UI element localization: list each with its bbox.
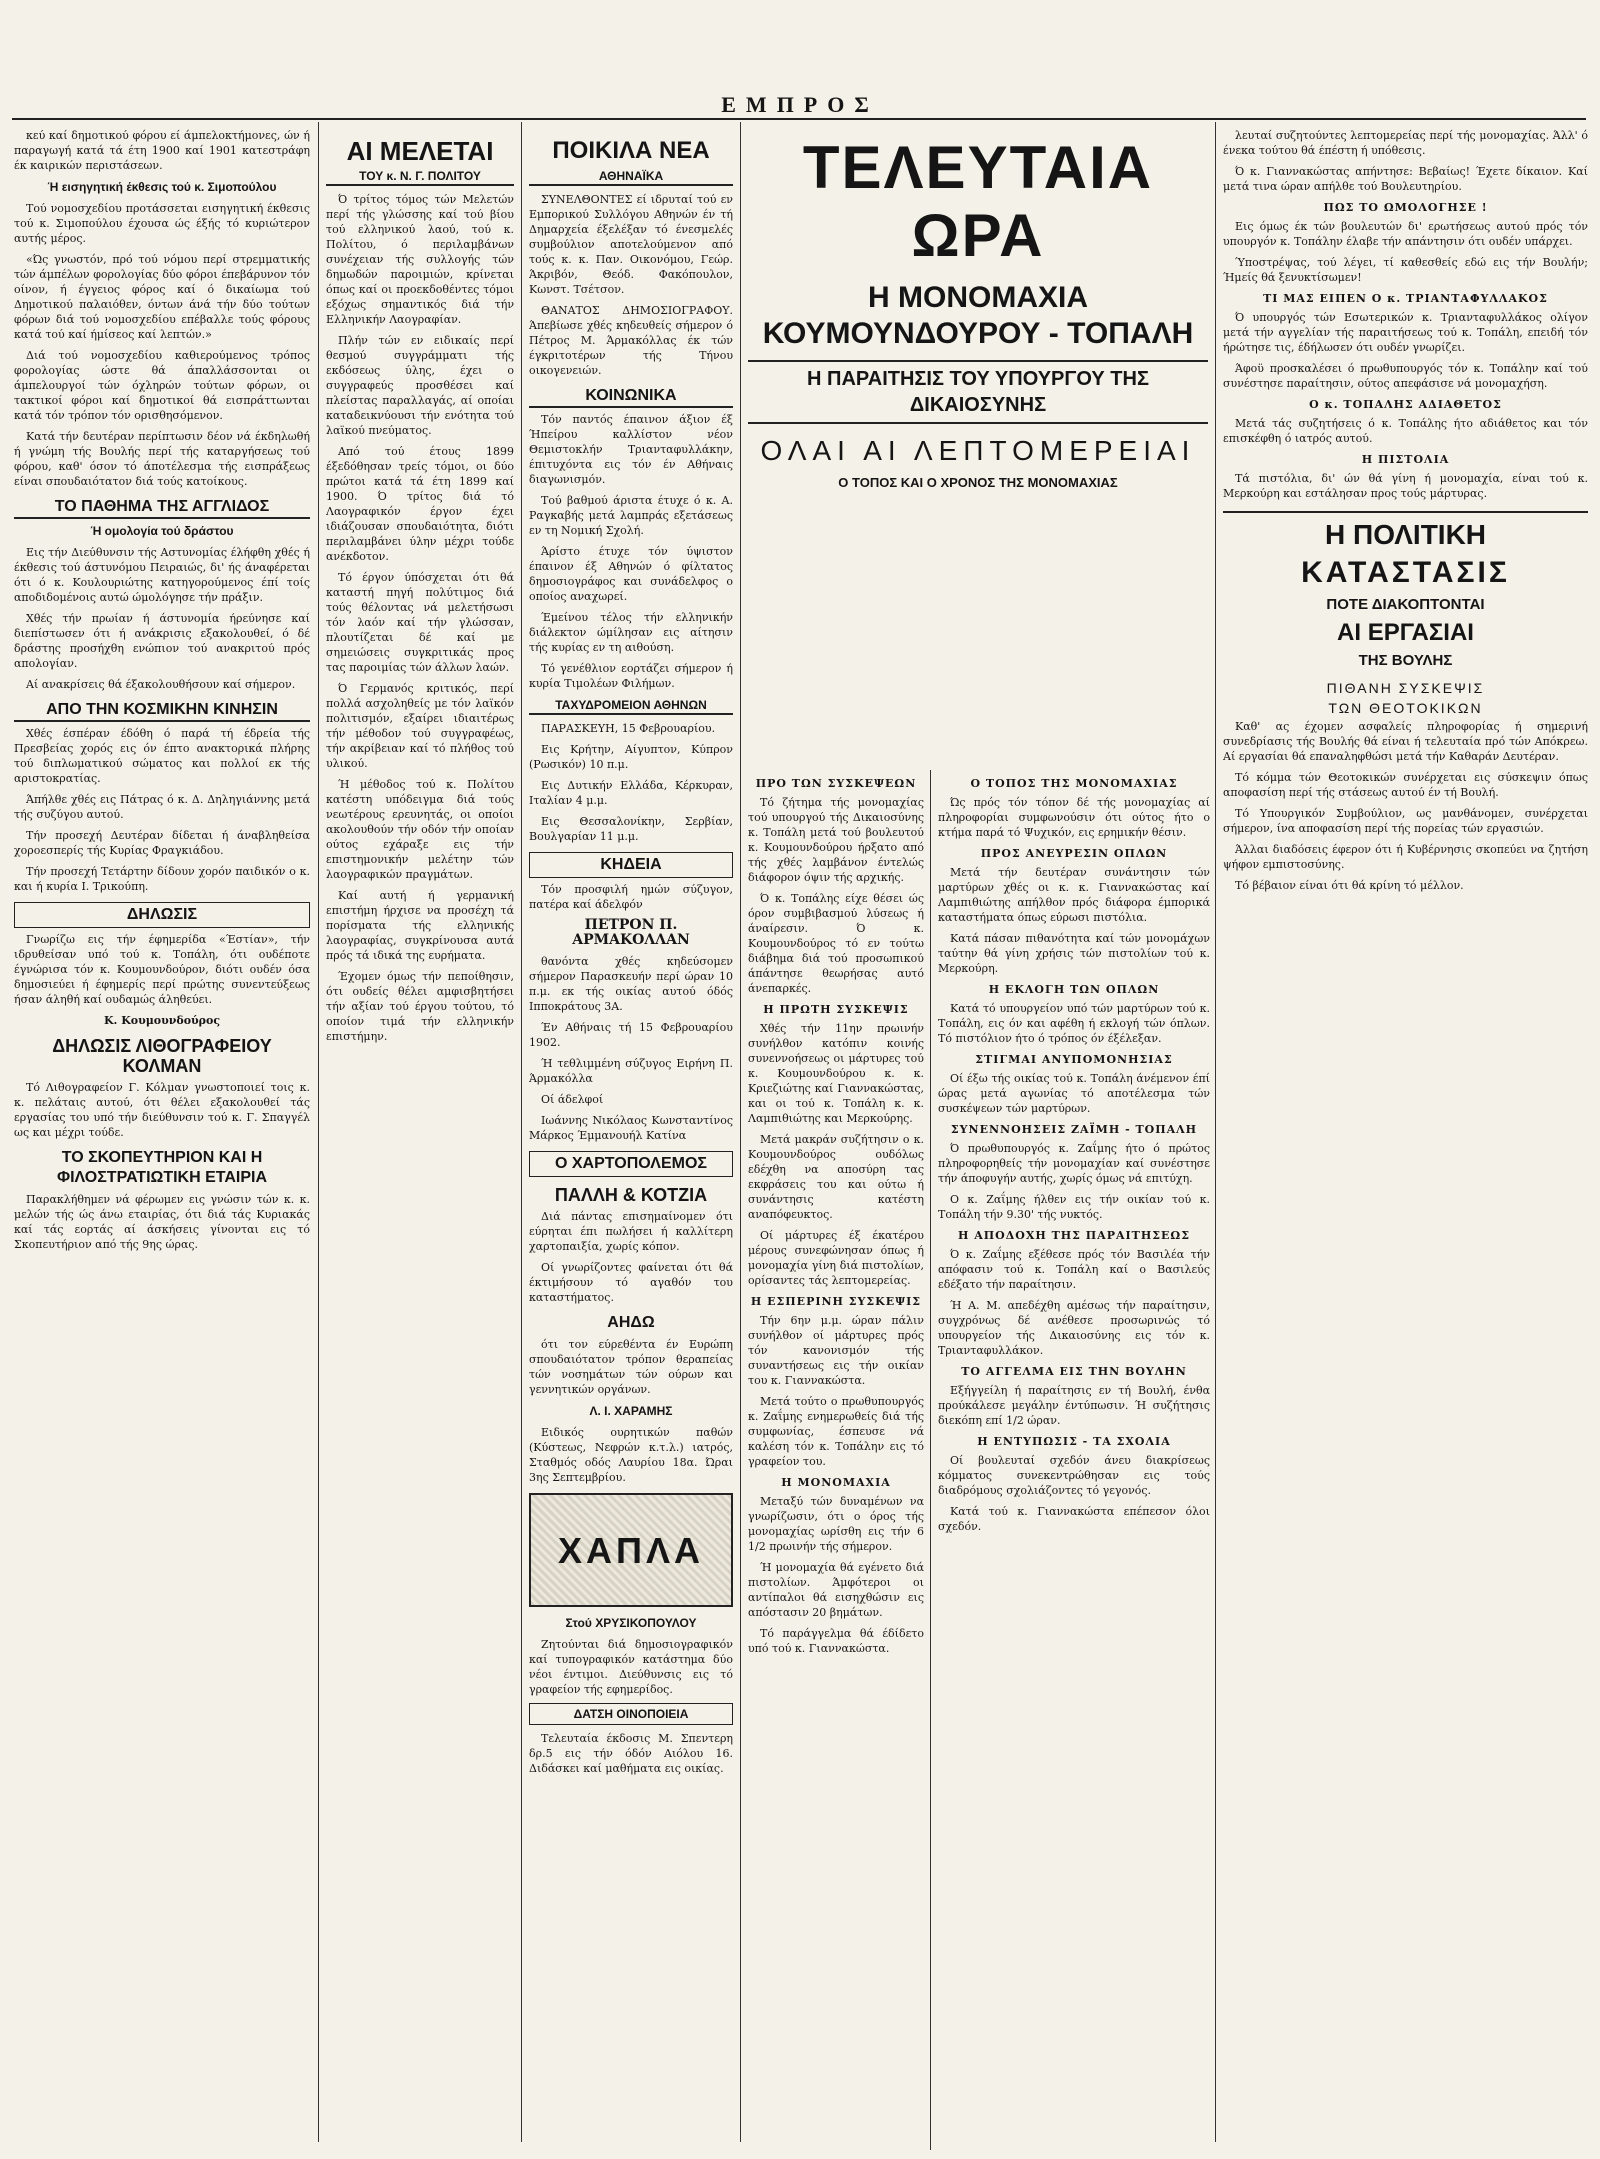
article-text: Τήν προσεχή Δευτέραν δίδεται ή άναβληθείσα χοροεσπερίς τής Κυρίας Φραγκιάδου. bbox=[14, 829, 310, 857]
article-text: Ό Γερμανός κριτικός, περί πολλά ασχοληθείς με τόν λαϊκόν πολιτισμόν, εξαίρει ιδιαιτέρως τήν μέθοδον τού συγγραφέως, τήν ακρίβειαν καί τό πλήθος τού υλικού. bbox=[326, 682, 514, 770]
article-text: Ώς πρός τόν τόπον δέ τής μονομαχίας αί πληροφορίαι συμφωνούσιν ότι ούτος ήτο ο κτήμα παρά τό Ψυχικόν, εις ερημικήν θέσιν. bbox=[938, 796, 1210, 839]
column-separator bbox=[740, 122, 741, 2142]
article-text: Ό κ. Τοπάλης είχε θέσει ώς όρον συμβιβασμού λύσεως ή άναίρεσιν. Ό κ. Κουμουνδούρος τό εν τούτω διάβημα διά τού προσωπικού άπάντησε θεωρήσας αυτό άνεπαρκές. bbox=[748, 892, 924, 995]
article-text: Τό γενέθλιον εορτάζει σήμερον ή κυρία Τιμολέων Φιλήμων. bbox=[529, 662, 733, 690]
article-text: Ή Α. Μ. απεδέχθη αμέσως τήν παραίτησιν, συγχρόνως δέ ανέθεσε προσωρινώς τό υπουργείον τής Δικαιοσύνης εις τόν κ. Τριανταφυλλάκον. bbox=[938, 1299, 1210, 1357]
advertisement-store: Στού ΧΡΥΣΙΚΟΠΟΥΛΟΥ bbox=[565, 1616, 697, 1630]
headline: ΚΑΤΑΣΤΑΣΙΣ bbox=[1301, 556, 1510, 589]
article-text: Ό πρωθυπουργός κ. Ζαΐμης ήτο ό πρώτος πληροφορηθείς τήν μονομαχίαν καί συνέστησε τήν άποφυγήν αυτής, χωρίς όμως νά επιτύχη. bbox=[938, 1142, 1210, 1185]
section-heading: Η ΑΠΟΔΟΧΗ ΤΗΣ ΠΑΡΑΙΤΗΣΕΩΣ bbox=[958, 1229, 1190, 1242]
article-text: λευταί συζητούντες λεπτομερείας περί τής μονομαχίας. Άλλ' ό ένεκα τούτου θά έπέστη ή υπόθεσις. bbox=[1223, 129, 1588, 157]
article-text: Οί έξω τής οικίας τού κ. Τοπάλη άνέμενον έπί ώρας μετά αγωνίας τό αποτέλεσμα τών συσκέψεων τών μαρτύρων. bbox=[938, 1072, 1210, 1115]
headline: ΤΟ ΠΑΘΗΜΑ ΤΗΣ ΑΓΓΛΙΔΟΣ bbox=[14, 497, 310, 519]
subheadline: ΑΙ ΕΡΓΑΣΙΑΙ bbox=[1337, 619, 1474, 646]
headline: ΚΟΙΝΩΝΙΚΑ bbox=[529, 386, 733, 408]
subheadline: ΠΑΛΛΗ & ΚΟΤΖΙΑ bbox=[554, 1185, 708, 1205]
article-text: Εις Κρήτην, Αίγυπτον, Κύπρον (Ρωσικόν) 10 π.μ. bbox=[529, 743, 733, 771]
article-text: Τήν 6ην μ.μ. ώραν πάλιν συνήλθον οί μάρτυρες πρός τόν κανονισμόν τής συναντήσεως εις τήν οικίαν του κ. Γιαννακώστα. bbox=[748, 1314, 924, 1387]
article-text: Ή τεθλιμμένη σύζυγος Ειρήνη Π. Άρμακόλλα bbox=[529, 1057, 733, 1085]
article-text: Τόν παντός έπαινον άξιον έξ Ήπείρου καλλίστον νέον Θεμιστοκλήν Τριανταφυλλάκην, έπιτυχόντα εις τόν έν Αθήναις διαγωνισμόν. bbox=[529, 413, 733, 486]
subheadline: ΤΩΝ ΘΕΟΤΟΚΙΚΩΝ bbox=[1328, 700, 1483, 716]
headline: ΔΗΛΩΣΙΣ ΛΙΘΟΓΡΑΦΕΙΟΥ ΚΟΛΜΑΝ bbox=[52, 1036, 272, 1076]
article-text: Τό βέβαιον είναι ότι θά κρίνη τό μέλλον. bbox=[1235, 879, 1464, 892]
article-text: Διά πάντας επισημαίνομεν ότι εύρηται έπι πωλήσει ή καλλίτερη χαρτοπαιξία, χωρίς κόπον. bbox=[529, 1210, 733, 1253]
article-text: ΣΥΝΕΛΘΟΝΤΕΣ εί ιδρυταί τού εν Εμπορικού Συλλόγου Αθηνών έν τή Δημαρχεία έξελέξαν τό ένεσμελές συμβούλιον αποτελούμενον από τούς κ. κ. Παν. Οικονόμου, Γεώρ. Άκριβόν, Θεόδ. Φακόπουλον, Κωνστ. Τσέτσον. bbox=[529, 193, 733, 296]
article-text: Τό παράγγελμα θά έδίδετο υπό τού κ. Γιαννακώστα. bbox=[748, 1627, 924, 1655]
masthead-rule bbox=[12, 118, 1586, 120]
subheadline: ΤΟΥ κ. Ν. Γ. ΠΟΛΙΤΟΥ bbox=[326, 168, 514, 186]
subheadline: ΑΘΗΝΑΪΚΑ bbox=[529, 168, 733, 186]
headline: Λ. Ι. ΧΑΡΑΜΗΣ bbox=[589, 1404, 673, 1418]
article-text: Από τού έτους 1899 έξεδόθησαν τρείς τόμοι, οι δύο πρώτοι κατά τά έτη 1899 καί 1900. Ό τρίτος διά τό Λαογραφικόν έργον έχει ιδιάζουσαν σπουδαιότητα, διότι περιλαμβάνει ύλην μέχρι τούδε ανέκδοτον. bbox=[326, 445, 514, 563]
lead-headline: ΤΕΛΕΥΤΑΙΑ ΩΡΑ bbox=[802, 134, 1154, 269]
article-text: Τό κόμμα τών Θεοτοκικών συνέρχεται εις σύσκεψιν όπως αποφασίση περί τής στάσεως αυτού έν τή Βουλή. bbox=[1223, 771, 1588, 799]
headline: ΚΗΔΕΙΑ bbox=[529, 852, 733, 878]
section-heading: Η ΕΚΛΟΓΗ ΤΩΝ ΟΠΛΩΝ bbox=[988, 983, 1160, 996]
article-text: Μετά τάς συζητήσεις ό κ. Τοπάλης ήτο αδιάθετος και τόν επισκέφθη ό ιατρός αυτού. bbox=[1223, 417, 1588, 445]
section-heading: ΣΥΝΕΝΝΟΗΣΕΙΣ ΖΑΪΜΗ - ΤΟΠΑΛΗ bbox=[950, 1123, 1198, 1136]
article-text: ΠΑΡΑΣΚΕΥΗ, 15 Φεβρουαρίου. bbox=[541, 722, 716, 735]
article-text: Ό υπουργός τών Εσωτερικών κ. Τριανταφυλλάκος ολίγον μετά τήν αγγελίαν τής παραιτήσεως τού κ. Τοπάλη, επειδή τόν ήρώτησε τις, έδήλωσεν ότι ουδέν γνωρίζει. bbox=[1223, 311, 1588, 354]
lead-headline-area bbox=[748, 128, 1208, 768]
article-text: Εις τήν Διεύθυνσιν τής Αστυνομίας έλήφθη χθές ή έκθεσις τού άστυνόμου Πειραιώς, δι' ής άναφέρεται ότι ό κ. Κουλουριώτης κατηγορούμενος έπί τοίς αποδιδομένοις αυτώ ώμολόγησε τήν πράξιν. bbox=[14, 546, 310, 604]
article-text: Χθές τήν 11ην πρωινήν συνήλθον κατόπιν κοινής συνεννοήσεως οι μάρτυρες τού κ. Κουμουνδούρου κ. κ. Κριεζιώτης καί Γιαννακώστας, και οι τού κ. Τοπάλη κ. κ. Λαμπιθιώτης και Μερκούρης. bbox=[748, 1022, 924, 1125]
article-text: Τού βαθμού άριστα έτυχε ό κ. Α. Ραγκαβής μετά λαμπράς εξετάσεως εν τη Νομική Σχολή. bbox=[529, 494, 733, 537]
column-separator bbox=[318, 122, 319, 2142]
article-text: Τό ζήτημα τής μονομαχίας τού υπουργού τής Δικαιοσύνης κ. Τοπάλη μετά τού βουλευτού κ. Κουμουνδούρου ήρξατο από τής χθές λαμβάνον έντελώς διάφορον όψιν τής αρχικής. bbox=[748, 796, 924, 884]
section-heading: ΤΟ ΑΓΓΕΛΜΑ ΕΙΣ ΤΗΝ ΒΟΥΛΗΝ bbox=[961, 1365, 1187, 1378]
article-text: Οί άδελφοί bbox=[541, 1093, 604, 1106]
article-text: Τού νομοσχεδίου προτάσσεται εισηγητική έκθεσις τού κ. Σιμοπούλου έχουσα ώς έξής τό κυριώτερον αυτής μέρος. bbox=[14, 202, 310, 245]
section-heading: Ο ΤΟΠΟΣ ΤΗΣ ΜΟΝΟΜΑΧΙΑΣ bbox=[970, 777, 1178, 790]
column-1 bbox=[14, 128, 310, 2148]
subheadline: ΠΙΘΑΝΗ ΣΥΣΚΕΨΙΣ bbox=[1326, 680, 1485, 696]
article-text: Τελευταία έκδοσις Μ. Σπεντερη δρ.5 εις τήν όδόν Αιόλου 16. Διδάσκει καί μαθήματα εις οικίας. bbox=[529, 1732, 733, 1775]
headline: Η ΠΟΛΙΤΙΚΗ bbox=[1223, 511, 1588, 551]
section-heading: ΤΙ ΜΑΣ ΕΙΠΕΝ Ο κ. ΤΡΙΑΝΤΑΦΥΛΛΑΚΟΣ bbox=[1263, 292, 1548, 305]
lead-subheadline: Η ΠΑΡΑΙΤΗΣΙΣ ΤΟΥ ΥΠΟΥΡΓΟΥ ΤΗΣ ΔΙΚΑΙΟΣΥΝΗΣ bbox=[748, 360, 1208, 424]
lead-subheadline: Η ΜΟΝΟΜΑΧΙΑ ΚΟΥΜΟΥΝΔΟΥΡΟΥ - ΤΟΠΑΛΗ bbox=[762, 281, 1194, 350]
article-text: Τήν προσεχή Τετάρτην δίδουν χορόν παιδικόν ο κ. και ή κυρία Ι. Τρικούπη. bbox=[14, 865, 310, 893]
headline: Ο ΧΑΡΤΟΠΟΛΕΜΟΣ bbox=[529, 1151, 733, 1177]
article-text: Τό Υπουργικόν Συμβούλιον, ως μανθάνομεν, συνέρχεται σήμερον, ίνα αποφασίση περί τής πορείας τών εργασιών. bbox=[1223, 807, 1588, 835]
article-text: Έν Αθήναις τή 15 Φεβρουαρίου 1902. bbox=[529, 1021, 733, 1049]
article-text: Ό τρίτος τόμος τών Μελετών περί τής γλώσσης καί τού βίου τού ελληνικού λαού, τού κ. Πολίτου, ό περιλαμβάνων συνέχειαν τής συλλογής τών δημωδών παροιμιών, κρίνεται όπως καί οι προεκδοθέντες τόμοι εξόχως σημαντικός διά τήν Ελληνικήν Λαογραφίαν. bbox=[326, 193, 514, 326]
article-text: Ή μονομαχία θά εγένετο διά πιστολίων. Άμφότεροι οι αντίπαλοι θά εισηχθώσιν εις απόστασιν 20 βημάτων. bbox=[748, 1561, 924, 1619]
section-heading: Η ΕΝΤΥΠΩΣΙΣ - ΤΑ ΣΧΟΛΙΑ bbox=[977, 1435, 1171, 1448]
column-5 bbox=[1223, 128, 1588, 2148]
article-text: Ζητούνται διά δημοσιογραφικόν καί τυπογραφικόν κατάστημα δύο νέοι έντιμοι. Διεύθυνσις εις τό γραφείον τής εφημερίδος. bbox=[529, 1638, 733, 1696]
newspaper-masthead: ΕΜΠΡΟΣ bbox=[721, 92, 879, 117]
section-heading: ΠΡΟ ΤΩΝ ΣΥΣΚΕΨΕΩΝ bbox=[755, 777, 917, 790]
headline: ΑΙ ΜΕΛΕΤΑΙ bbox=[346, 136, 494, 166]
article-text: Μετά τήν δευτέραν συνάντησιν τών μαρτύρων χθές οι κ. κ. Γιαννακώστας καί Λαμπιθιώτης απήλθον πρός διάφορα έμπορικά καταστήματα όπως εύρωσι πιστόλια. bbox=[938, 866, 1210, 924]
headline: ΑΗΔΩ bbox=[607, 1314, 655, 1331]
article-text: Εις Δυτικήν Ελλάδα, Κέρκυραν, Ιταλίαν 4 μ.μ. bbox=[529, 779, 733, 807]
article-text: Τό έργον ύπόσχεται ότι θά καταστή πηγή πολύτιμος διά τούς θέλοντας νά μελετήσωσι τόν λαόν καί τήν γλώσσαν, πλουτίζεται δέ καί με σημειώσεις συγκριτικάς προς τας παροιμίας τών άλλων λαών. bbox=[326, 571, 514, 674]
article-text: κεύ καί δημοτικού φόρου εί άμπελοκτήμονες, ών ή παραγωγή κατά τά έτη 1900 καί 1901 κατεστράφη έκ καιρικών περιστάσεων. bbox=[14, 129, 310, 172]
article-text: Τά πιστόλια, δι' ών θά γίνη ή μονομαχία, είναι τού κ. Μερκούρη και εστάλησαν προς τούς μάρτυρας. bbox=[1223, 472, 1588, 500]
article-text: Εξήγγείλη ή παραίτησις εν τή Βουλή, ένθα προύκάλεσε μεγάλην έντύπωσιν. Ή συζήτησις διεκόπη επί 1/2 ώραν. bbox=[938, 1384, 1210, 1427]
article-text: Αί ανακρίσεις θά έξακολουθήσουν καί σήμερον. bbox=[26, 678, 296, 691]
section-heading: Η ΠΡΩΤΗ ΣΥΣΚΕΨΙΣ bbox=[763, 1003, 909, 1016]
headline: ΤΑΧΥΔΡΟΜΕΙΟΝ ΑΘΗΝΩΝ bbox=[529, 697, 733, 715]
subheadline: ΤΗΣ ΒΟΥΛΗΣ bbox=[1358, 652, 1453, 669]
article-text: ότι τον εύρεθέντα έν Ευρώπη σπουδαιότατον τρόπον θεραπείας τών νοσημάτων τών ούρων και γεννητικών οργάνων. bbox=[529, 1338, 733, 1396]
article-text: Ο κ. Ζαΐμης ήλθεν εις τήν οικίαν τού κ. Τοπάλη τήν 9.30' τής νυκτός. bbox=[938, 1193, 1210, 1221]
column-separator bbox=[521, 122, 522, 2142]
subheadline: ΠΟΤΕ ΔΙΑΚΟΠΤΟΝΤΑΙ bbox=[1326, 596, 1485, 613]
section-heading: Η ΜΟΝΟΜΑΧΙΑ bbox=[781, 1476, 891, 1489]
article-text: Έχομεν όμως τήν πεποίθησιν, ότι ουδείς θέλει αμφισβητήσει τήν αξίαν τού έργου τούτου, τό οποίον τιμά τήν ελληνικήν επιστήμην. bbox=[326, 970, 514, 1043]
article-text: Γνωρίζω εις τήν έφημερίδα «Έστίαν», τήν ιδρυθείσαν υπό τού κ. Τοπάλη, ότι ουδέποτε έγνώρισα τόν κ. Κουμουνδούρον, διότι ουδέν όσα δημοσιεύει ή έφημερίς περί πρώτης συνεντεύξεως ήσαν άληθή καί ουδαμώς άληθεύει. bbox=[14, 933, 310, 1006]
article-text: Άφοϋ προσκαλέσει ό πρωθυπουργός τόν κ. Τοπάλην καί τού συνέστησε παραίτησιν, ούτος απεφάσισε νά μονομαχήση. bbox=[1223, 362, 1588, 390]
article-text: Κατά πάσαν πιθανότητα καί τών μονομάχων ταύτην θά γίνη χρήσις τών πιστολίων τού κ. Μερκούρη. bbox=[938, 932, 1210, 975]
article-text: Πλήν τών εν ειδικαίς περί θεσμού συγγράμματι τής εκδόσεως ύλης, έχει ο συγγραφεύς προσθέσει καί πλείστας παραλλαγάς, αί οποίαι καταδεικνύουσι τήν ενότητα τού λαϊκού πνεύματος. bbox=[326, 334, 514, 437]
section-heading: ΣΤΙΓΜΑΙ ΑΝΥΠΟΜΟΝΗΣΙΑΣ bbox=[975, 1053, 1173, 1066]
article-text: Καθ' ας έχομεν ασφαλείς πληροφορίας ή σημερινή συνεδρίασις τής Βουλής θά είναι ή τελευταία πρό τών Απόκρεω. Αί εργασίαι θά επαναληφθώσι μετά τήν Καθαράν Δευτέραν. bbox=[1223, 720, 1588, 763]
article-text: Ό κ. Γιαννακώστας απήντησε: Βεβαίως! Έχετε δίκαιον. Καί μετά τινα ώραν απήλθε τού Βουλευτηρίου. bbox=[1223, 165, 1588, 193]
article-text: Καί αυτή ή γερμανική επιστήμη ήρχισε να προσέχη τά πορίσματα τής ελληνικής λαογραφίας, συγκρίνουσα αυτά πρός τά ιδικά της ευρήματα. bbox=[326, 889, 514, 962]
article-text: Μετά τούτο ο πρωθυπουργός κ. Ζαΐμης ενημερωθείς διά τής συμφωνίας, έσπευσε νά καλέση τόν κ. Τοπάλην εις τό γραφείον του. bbox=[748, 1395, 924, 1468]
article-text: Τό Λιθογραφείον Γ. Κόλμαν γνωστοποιεί τοις κ. κ. πελάταις αυτού, ότι θέλει εξακολουθεί τάς εργασίας του υπό τήν διεύθυνσιν τού κ. Γ. Σπαγγέλ ως και μέχρι τούδε. bbox=[14, 1081, 310, 1139]
article-text: Χθές τήν πρωίαν ή άστυνομία ήρεύνησε καί διεπίστωσεν ότι ή ανάκρισις εξακολουθεί, ό δέ δράστης προσήχθη ενώπιον τού ανακριτού πρός απολογίαν. bbox=[14, 612, 310, 670]
article-text: θανόντα χθές κηδεύσομεν σήμερον Παρασκευήν περί ώραν 10 π.μ. εκ τής οικίας αυτού όδός Ιπποκράτους 3Α. bbox=[529, 955, 733, 1013]
article-text: Ύποστρέψας, τού λέγει, τί καθεσθείς εδώ εις τήν Βουλήν; Ήμείς θά ξενυκτίσωμεν! bbox=[1223, 256, 1588, 284]
lead-article-subcolumn-b bbox=[938, 770, 1210, 2150]
section-heading: Ο κ. ΤΟΠΑΛΗΣ ΑΔΙΑΘΕΤΟΣ bbox=[1309, 398, 1502, 411]
article-text: Οί μάρτυρες έξ έκατέρου μέρους συνεφώνησαν όπως ή μονομαχία γίνη διά πιστολίων, ορίσαντες τάς λεπτομερείας. bbox=[748, 1229, 924, 1287]
article-text: Ή μέθοδος τού κ. Πολίτου κατέστη υπόδειγμα διά τούς νεωτέρους ερευνητάς, οι οποίοι ακολουθούν τήν οδόν τήν οποίαν ούτος εχάραξε εις τήν επιστημονικήν μελέτην τών λαογραφικών πραγμάτων. bbox=[326, 778, 514, 881]
headline: ΔΗΛΩΣΙΣ bbox=[14, 902, 310, 928]
article-text: Κατά τήν δευτέραν περίπτωσιν δέον νά έκδηλωθή ή γνώμη τής Βουλής περί τής καταργήσεως τού φόρου, καθ' όσον τό άποτέλεσμα τής εισπράξεως είναι σπουδαιότατον διά τούς κατοίκους. bbox=[14, 430, 310, 488]
headline: ΑΠΟ ΤΗΝ ΚΟΣΜΙΚΗΝ ΚΙΝΗΣΙΝ bbox=[14, 700, 310, 722]
lead-subheadline: ΟΛΑΙ ΑΙ ΛΕΠΤΟΜΕΡΕΙΑΙ bbox=[760, 435, 1196, 466]
article-text: Χθές έσπέραν έδόθη ό παρά τή έδρεία τής Πρεσβείας χορός εις όν έπτο ανακτορικά πλήρης τού διπλωματικού σώματος και πολλοί εκ τής αριστοκρατίας. bbox=[14, 727, 310, 785]
article-text: Κατά τού κ. Γιαννακώστα επέπεσον όλοι σχεδόν. bbox=[938, 1505, 1210, 1533]
article-text: Ιωάννης Νικόλαος Κωνσταντίνος Μάρκος Έμμανουήλ Κατίνα bbox=[529, 1114, 733, 1142]
column-3 bbox=[529, 128, 733, 2148]
signature: Κ. Κουμουνδούρος bbox=[103, 1014, 221, 1027]
section-heading: ΠΩΣ ΤΟ ΩΜΟΛΟΓΗΣΕ ! bbox=[1323, 201, 1488, 214]
lead-article-subcolumn-a bbox=[748, 770, 924, 2150]
article-text: Εις Θεσσαλονίκην, Σερβίαν, Βουλγαρίαν 11 μ.μ. bbox=[529, 815, 733, 843]
article-text: Μεταξύ τών δυναμένων να γνωρίζωσιν, ότι ο όρος τής μονομαχίας ωρίσθη εις τήν 6 1/2 πρωινήν τής σήμερον. bbox=[748, 1495, 924, 1553]
headline: ΔΑΤΣΗ ΟΙΝΟΠΟΙΕΙΑ bbox=[529, 1703, 733, 1725]
article-text: Έμείνου τέλος τήν ελληνικήν διάλεκτον ώμίλησαν εις αίτησιν τής κυρίας εν τη αιθούση. bbox=[529, 611, 733, 654]
section-heading: ΠΡΟΣ ΑΝΕΥΡΕΣΙΝ ΟΠΛΩΝ bbox=[980, 847, 1168, 860]
article-text: Τόν προσφιλή ημών σύζυγον, πατέρα καί άδελφόν bbox=[529, 883, 733, 911]
article-text: Ό κ. Ζαΐμης εξέθεσε πρός τόν Βασιλέα τήν απόφασιν τού κ. Τοπάλη καί ο Βασιλεύς εδέξατο τήν παραίτησιν. bbox=[938, 1248, 1210, 1291]
section-heading: Η ΕΣΠΕΡΙΝΗ ΣΥΣΚΕΨΙΣ bbox=[750, 1295, 922, 1308]
article-text: Παρακλήθημεν νά φέρωμεν εις γνώσιν τών κ. κ. μελών τής ώς άνω εταιρίας, ότι διά τάς Κυριακάς καί τάς εορτάς αί άσκήσεις γίνονται εις τό Σκοπευτήριον από τής 9ης ώρας. bbox=[14, 1193, 310, 1251]
advertisement-image: ΧΑΠΛΑ bbox=[529, 1493, 733, 1607]
lead-subheadline: Ο ΤΟΠΟΣ ΚΑΙ Ο ΧΡΟΝΟΣ ΤΗΣ ΜΟΝΟΜΑΧΙΑΣ bbox=[838, 475, 1118, 490]
section-heading: Η ΠΙΣΤΟΛΙΑ bbox=[1361, 453, 1450, 466]
subheadline: Ή ομολογία τού δράστου bbox=[90, 524, 234, 538]
column-2 bbox=[326, 128, 514, 2148]
deceased-name: ΠΕΤΡΟΝ Π. ΑΡΜΑΚΟΛΛΑΝ bbox=[572, 917, 690, 948]
article-text: Άλλαι διαδόσεις έφερον ότι ή Κυβέρνησις σκοπεύει να ζητήση ψήφον εμπιστοσύνης. bbox=[1223, 843, 1588, 871]
headline: ΤΟ ΣΚΟΠΕΥΤΗΡΙΟΝ ΚΑΙ Η ΦΙΛΟΣΤΡΑΤΙΩΤΙΚΗ ΕΤΑΙΡΙΑ bbox=[56, 1149, 268, 1186]
section-heading: Ή εισηγητική έκθεσις τού κ. Σιμοπούλου bbox=[47, 180, 277, 194]
article-text: Άπήλθε χθές εις Πάτρας ό κ. Δ. Δηληγιάννης μετά τής συζύγου αυτού. bbox=[14, 793, 310, 821]
article-text: Οί βουλευταί σχεδόν άνευ διακρίσεως κόμματος συνεκεντρώθησαν εις τούς διαδρόμους σχολιάζοντες τό γεγονός. bbox=[938, 1454, 1210, 1497]
article-text: «Ώς γνωστόν, πρό τού νόμου περί στρεμματικής τών άμπέλων φορολογίας δύο φόροι έπεβάρυνον τόν οίνον, ή έγγειος φόρος καί ό δικαίωμα τού Δημοτικού παλαιόθεν, όντων άνά τήν δύο τούτων φόρων διά τού νομοσχεδίου επέβαλλε τούς φόρους κατά τού καί ήμίσεος καί λεπτών.» bbox=[14, 253, 310, 341]
article-text: Οί γνωρίζοντες φαίνεται ότι θά έκτιμήσουν τό αγαθόν του καταστήματος. bbox=[529, 1261, 733, 1304]
article-text: Διά τού νομοσχεδίου καθιερούμενος τρόπος φορολογίας ώστε θά άπαλλάσσονται οι άμπελουργοί τών όχληρών τούτων φόρων, οι τακτικοί φόροι καί δημοτικοί θά εισπράττωνται κατά τόν τρόπον τόν ορισθησόμενον. bbox=[14, 349, 310, 422]
article-text: ΘΑΝΑΤΟΣ ΔΗΜΟΣΙΟΓΡΑΦΟΥ. Άπεβίωσε χθές κηδευθείς σήμερον ό Πέτρος Μ. Άρμακόλλας έκ τών έγκριτοτέρων τής Τήνου οικογενειών. bbox=[529, 304, 733, 377]
article-text: Εις όμως έκ τών βουλευτών δι' ερωτήσεως αυτού πρός τόν υπουργόν κ. Τοπάλην έλαβε τήν απάντησιν ότι ουδέν υπάρχει. bbox=[1223, 220, 1588, 248]
article-text: Ειδικός ουρητικών παθών (Κύστεως, Νεφρών κ.τ.λ.) ιατρός, Σταθμός οδός Λαυρίου 18α. Ώραι 3ης Σεπτεμβρίου. bbox=[529, 1426, 733, 1484]
article-text: Κατά τό υπουργείον υπό τών μαρτύρων τού κ. Τοπάλη, εις όν και αφέθη ή εκλογή τών όπλων. Τό πιστόλιον ήτο ό τρόπος όν έξέλεξαν. bbox=[938, 1002, 1210, 1045]
headline: ΠΟΙΚΙΛΑ ΝΕΑ bbox=[552, 137, 710, 164]
article-text: Άρίστο έτυχε τόν ύψιστον έπαινον έξ Αθηνών ό φίλτατος δημοσιογράφος και συνάδελφος ο οποίος αναχωρεί. bbox=[529, 545, 733, 603]
article-text: Μετά μακράν συζήτησιν ο κ. Κουμουνδούρος ουδόλως εδέχθη να αποσύρη τας εκφράσεις του και ούτω ή συνάντησις κατέστη αναπόφευκτος. bbox=[748, 1133, 924, 1221]
